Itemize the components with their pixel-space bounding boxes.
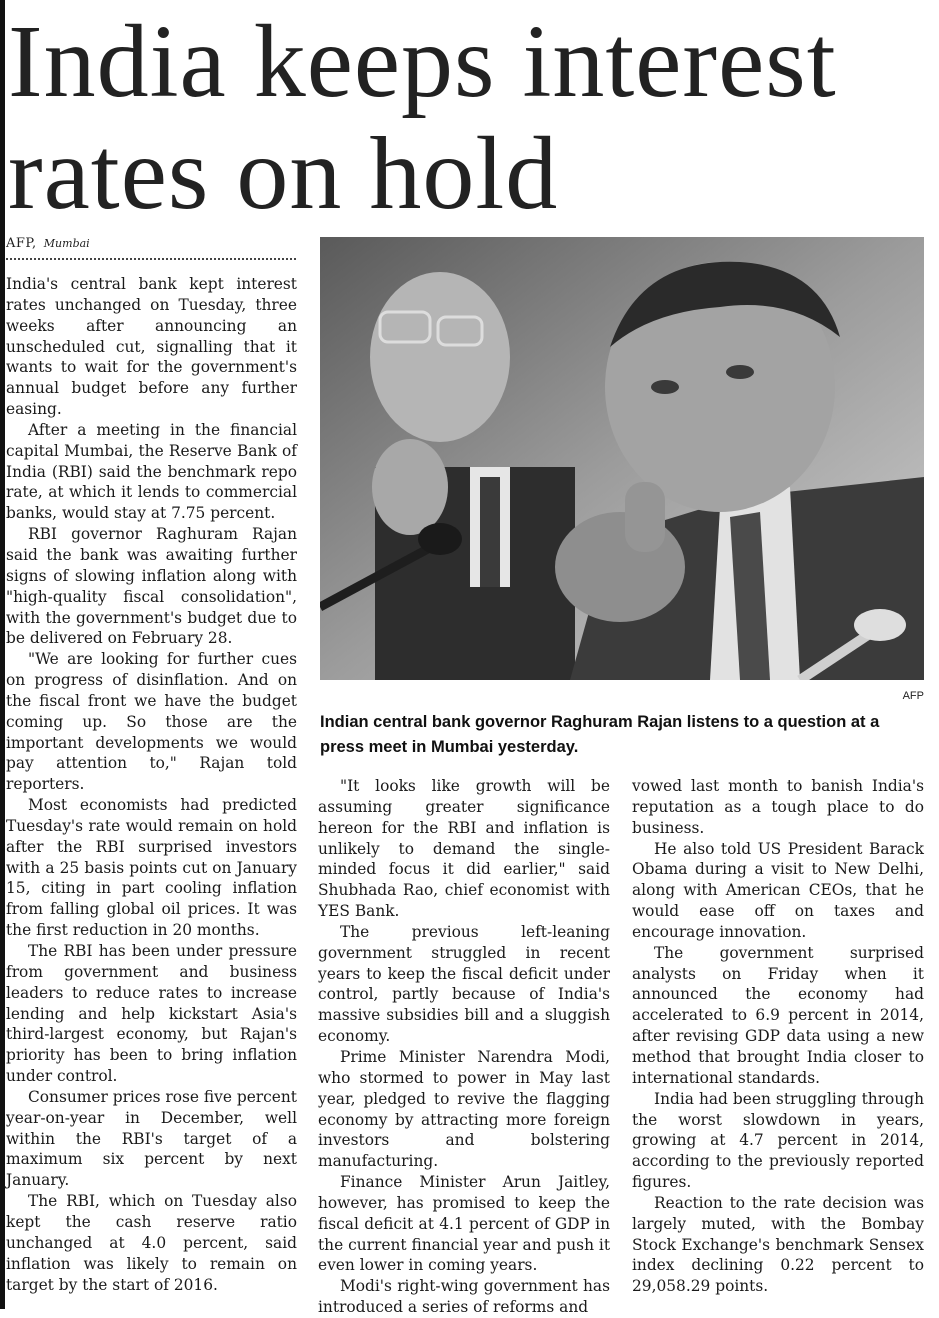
article-column-2	[318, 776, 610, 1318]
paragraph: After a meeting in the financial capital Mumbai, the Reserve Bank of India (RBI) said the benchmark repo rate, at which it lends to commercial banks, would stay at 7.75 percent.	[6, 420, 297, 523]
photo-illustration	[320, 237, 924, 680]
paragraph: Finance Minister Arun Jaitley, however, has promised to keep the fiscal deficit at 4.1 percent of GDP in the current financial year and push it even lower in coming years.	[318, 1173, 610, 1275]
paragraph: "It looks like growth will be assuming greater significance hereon for the RBI and inflation is unlikely to demand the single-minded focus it did earlier," said Shubhada Rao, chief economist with YES Bank.	[318, 777, 610, 921]
page-edge-bar	[0, 0, 5, 1309]
paragraph: "We are looking for further cues on progress of disinflation. And on the fiscal front we have the budget coming up. So those are the important developments we would pay attention to," Rajan told reporters.	[6, 650, 297, 794]
paragraph: Prime Minister Narendra Modi, who stormed to power in May last year, pledged to revive the flagging economy by attracting more foreign investors and bolstering manufacturing.	[318, 1047, 610, 1171]
paragraph: The government surprised analysts on Friday when it announced the economy had accelerated to 6.9 percent in 2014, after revising GDP data using a new method that brought India closer to international standards.	[632, 943, 924, 1087]
byline	[6, 236, 90, 251]
paragraph: vowed last month to banish India's reputation as a tough place to do business.	[632, 777, 924, 837]
headline: India keeps interest rates on hold	[8, 4, 837, 231]
paragraph: Consumer prices rose five percent year-on-year in December, well within the RBI's target of a maximum six percent by next January.	[6, 1087, 297, 1190]
article-column-1	[6, 274, 297, 1295]
paragraph: The RBI, which on Tuesday also kept the cash reserve ratio unchanged at 4.0 percent, said inflation was likely to remain on target by the start of 2016.	[6, 1192, 297, 1294]
byline-place: Mumbai	[43, 237, 90, 250]
photo-credit: AFP	[902, 690, 924, 702]
paragraph: Reaction to the rate decision was largely muted, with the Bombay Stock Exchange's benchmark Sensex index declining 0.22 percent to 29,058.29 points.	[632, 1193, 924, 1296]
paragraph: He also told US President Barack Obama during a visit to New Delhi, along with American CEOs, that he would ease off on taxes and encourage innovation.	[632, 839, 924, 941]
paragraph: The previous left-leaning government struggled in recent years to keep the fiscal deficit under control, partly because of India's massive subsidies bill and a sluggish economy.	[318, 922, 610, 1046]
paragraph: RBI governor Raghuram Rajan said the bank was awaiting further signs of slowing inflation along with "high-quality fiscal consolidation", with the government's budget due to be delivered on February 28.	[6, 525, 297, 648]
paragraph: Modi's right-wing government has introduced a series of reforms and	[318, 1277, 610, 1317]
paragraph: Most economists had predicted Tuesday's rate would remain on hold after the RBI surprised investors with a 25 basis points cut on January 15, citing in part cooling inflation from falling global oil prices. It was the first reduction in 20 months.	[6, 796, 297, 940]
article-column-3	[632, 776, 924, 1297]
byline-agency: AFP,	[6, 236, 37, 251]
paragraph: India had been struggling through the worst slowdown in years, growing at 4.7 percent in 2014, according to the previously reported figures.	[632, 1089, 924, 1192]
paragraph: India's central bank kept interest rates unchanged on Tuesday, three weeks after announcing an unscheduled cut, signalling that it wants to wait for the government's annual budget before any further easing.	[6, 275, 297, 419]
byline-divider	[6, 258, 296, 260]
news-photo	[320, 237, 924, 680]
paragraph: The RBI has been under pressure from government and business leaders to reduce rates to increase lending and help kickstart Asia's third-largest economy, but Rajan's priority has been to bring inflation under control.	[6, 942, 297, 1086]
photo-caption: Indian central bank governor Raghuram Rajan listens to a question at a press meet in Mumbai yesterday.	[320, 713, 880, 756]
